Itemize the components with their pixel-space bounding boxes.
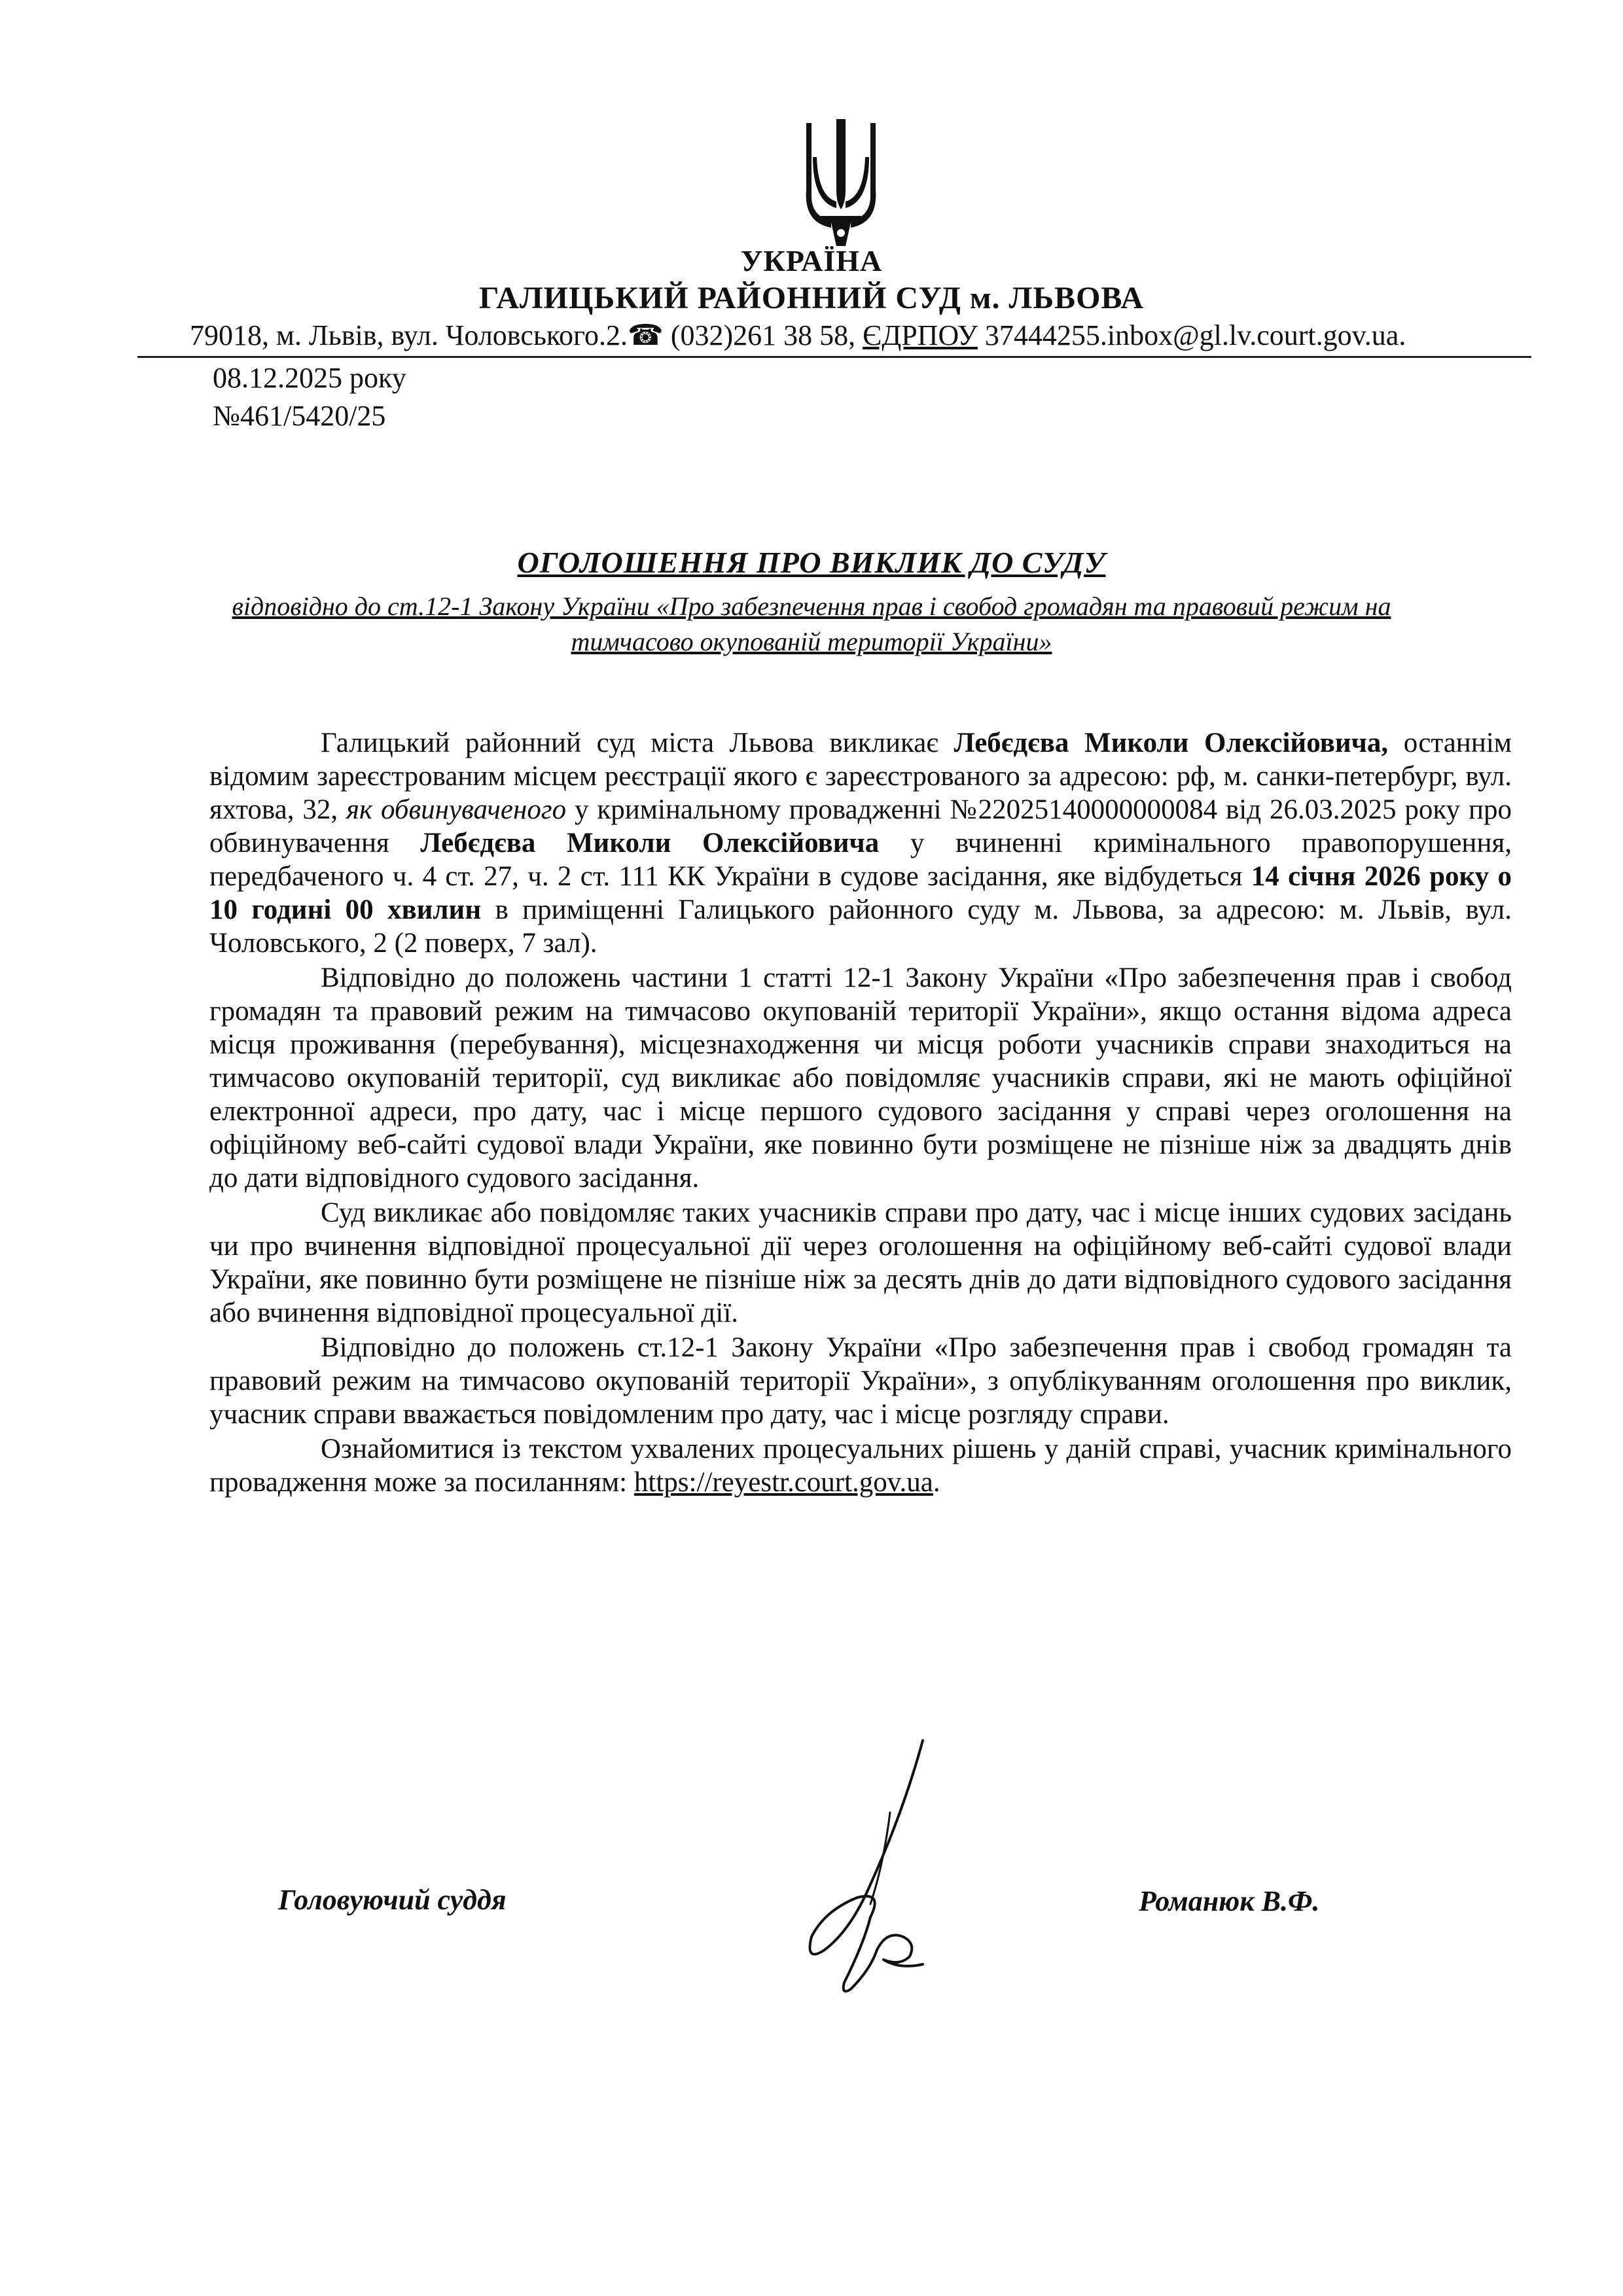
hearing-datetime: 14 січня 2026 року о 10 годині 00 хвилин <box>209 861 1512 925</box>
defendant-name-repeat: Лебєдєва Миколи Олексійовича <box>420 828 880 858</box>
document-date: 08.12.2025 року <box>213 362 406 394</box>
paragraph-law-first: Відповідно до положень частини 1 статті 12-1 Закону України «Про забезпечення прав і свобод громадян та правовий режим на тимчасово окупованій території України», якщо остання відома адреса місця проживання (перебування), місцезнаходження чи місця роботи учасників справи знаходиться на тимчасово окупованій території, суд викликає або повідомляє учасників справи, які не мають офіційної електронної адреси, про дату, час і місце першого судового засідання у справі через оголошення на офіційному веб-сайті судової влади України, яке повинно бути розміщене не пізніше ніж за двадцять днів до дати відповідного судового засідання. <box>209 963 1512 1193</box>
trident-emblem-icon <box>798 118 883 249</box>
court-email: inbox@gl.lv.court.gov.ua. <box>1107 319 1406 351</box>
summons-text-e: в приміщенні Галицького районного суду м. Львова, за адресою: м. Львів, вул. Чоловського, 2 (2 поверх, 7 зал). <box>209 894 1512 959</box>
case-number: №461/5420/25 <box>213 400 386 432</box>
summons-text-a: Галицький районний суд міста Львова викликає <box>321 728 954 758</box>
phone-icon: ☎ <box>628 319 664 351</box>
court-heading: ГАЛИЦЬКИЙ РАЙОННИЙ СУД м. ЛЬВОВА <box>478 281 1145 315</box>
notice-subtitle: відповідно до ст.12-1 Закону України «Про забезпечення прав і свобод громадян та правовий режим на тимчасово окупованій території України» <box>232 592 1391 656</box>
edrpou-label: ЄДРПОУ <box>863 319 978 351</box>
notice-body <box>209 726 1512 1499</box>
court-address-line: 79018, м. Львів, вул. Чоловського.2.☎ (032)261 38 58, ЄДРПОУ 37444255.inbox@gl.lv.court.gov.ua. <box>190 319 1406 351</box>
header-divider <box>137 356 1531 358</box>
summons-text-c: у кримінальному провадженні №22025140000000084 від 26.03.2025 року про обвинувачення <box>209 794 1512 858</box>
handwritten-signature <box>772 1734 969 2009</box>
judge-role: Головуючий суддя <box>278 1884 507 1916</box>
defendant-role: як обвинуваченого <box>346 794 567 825</box>
edrpou-code: 37444255. <box>984 319 1107 351</box>
paragraph-law-notified: Відповідно до положень ст.12-1 Закону України «Про забезпечення прав і свобод громадян та правовий режим на тимчасово окупованій території України», з опублікуванням оголошення про виклик, учасник справи вважається повідомленим про дату, час і місце розгляду справи. <box>209 1332 1512 1430</box>
summons-text-b: останнім відомим зареєстрованим місцем реєстрації якого є зареєстрованого за адресою: рф, м. санки-петербург, вул. яхтова, 32, <box>209 728 1512 825</box>
judge-name: Романюк В.Ф. <box>1139 1885 1320 1917</box>
paragraph-registry <box>209 1432 1512 1499</box>
summons-text-d: у вчиненні кримінального правопорушення, передбаченого ч. 4 ст. 27, ч. 2 ст. 111 КК України в судове засідання, яке відбудеться <box>209 828 1512 892</box>
registry-text-end: . <box>933 1467 940 1498</box>
paragraph-summons <box>209 726 1512 960</box>
registry-link[interactable]: https://reyestr.court.gov.ua <box>633 1467 933 1498</box>
defendant-name: Лебєдєва Миколи Олексійовича, <box>954 728 1389 758</box>
notice-title: ОГОЛОШЕННЯ ПРО ВИКЛИК ДО СУДУ <box>517 546 1106 579</box>
court-address: 79018, м. Львів, вул. Чоловського.2. <box>190 319 628 351</box>
paragraph-law-other: Суд викликає або повідомляє таких учасників справи про дату, час і місце інших судових засідань чи про вчинення відповідної процесуальної дії через оголошення на офіційному веб-сайті судової влади України, яке повинно бути розміщене не пізніше ніж за десять днів до дати відповідного судового засідання або вчинення відповідної процесуальної дії. <box>209 1197 1512 1328</box>
country-heading: УКРАЇНА <box>740 244 883 277</box>
registry-text: Ознайомитися із текстом ухвалених процесуальних рішень у даній справі, учасник кримінального провадження може за посиланням: <box>209 1434 1512 1498</box>
court-phone: (032)261 38 58 <box>670 319 849 351</box>
